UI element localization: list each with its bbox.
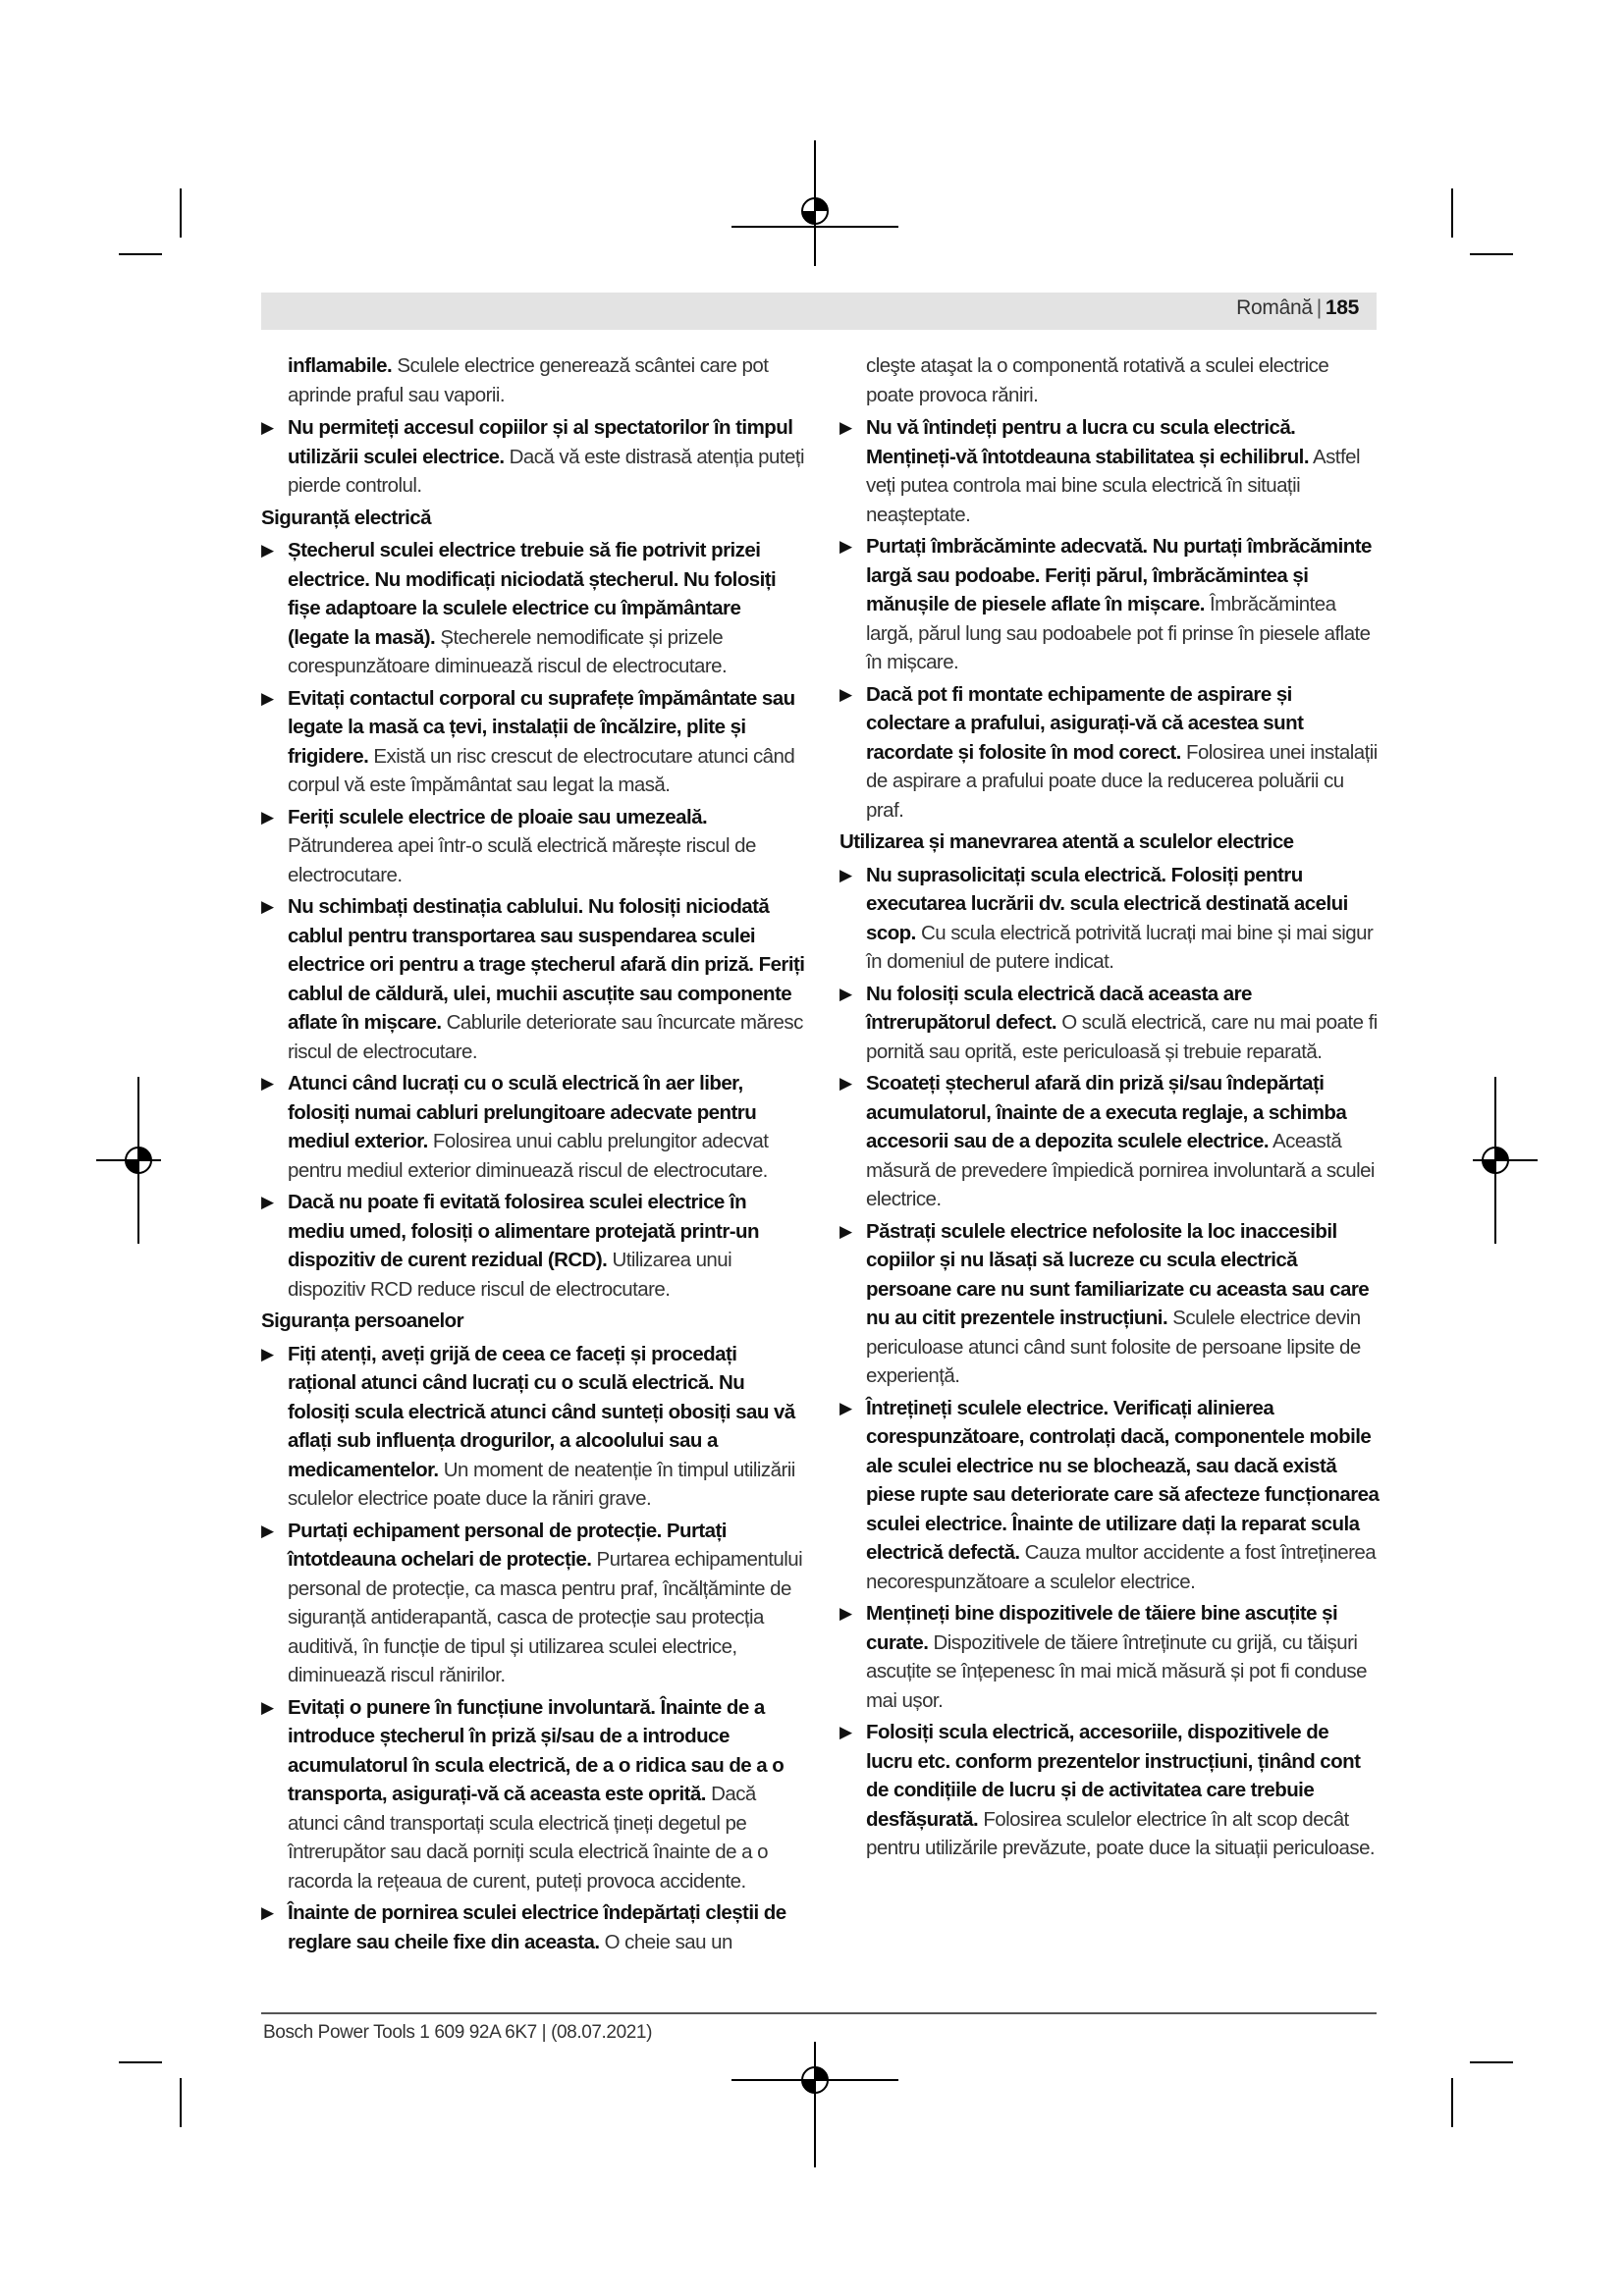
crop-mark <box>1451 2078 1453 2127</box>
bullet-arrow-icon: ▶ <box>839 1398 852 1417</box>
list-item: ▶ Purtați echipament personal de protecție. Purtați întotdeauna ochelari de protecție. Purtarea echipamentului personal de protecție, ca masca pentru praf, încălțăminte de siguranță antiderapantă, casca de protecție sau protecția auditivă, în funcție de tipul și utilizarea sculei electrice, diminuează riscul rănirilor. <box>261 1517 806 1690</box>
right-column <box>839 351 1380 1866</box>
bullet-arrow-icon: ▶ <box>839 984 852 1003</box>
bullet-arrow-icon: ▶ <box>839 1723 852 1741</box>
bullet-arrow-icon: ▶ <box>261 541 274 560</box>
list-item: ▶ Păstrați sculele electrice nefolosite la loc inaccesibil copiilor și nu lăsați să lucreze cu scula electrică persoane care nu sunt familiarizate cu aceasta sau care nu au citit prezentele instrucțiuni. Sculele electrice devin periculoase atunci când sunt folosite de persoane lipsite de experiență. <box>839 1217 1380 1391</box>
list-item: ▶ Evitați contactul corporal cu suprafețe împământate sau legate la masă ca țevi, instalații de încălzire, plite și frigidere. Există un risc crescut de electrocutare atunci când corpul vă este împământat sau legat la masă. <box>261 684 806 800</box>
list-item: ▶ Ștecherul sculei electrice trebuie să fie potrivit prizei electrice. Nu modificați niciodată ștecherul. Nu folosiți fișe adaptoare la sculele electrice cu împământare (legate la masă). Ștecherele nemodificate și prizele corespunzătoare diminuează riscul de electrocutare. <box>261 536 806 681</box>
registration-target-icon <box>799 2064 831 2096</box>
registration-target-icon <box>123 1145 154 1176</box>
bullet-arrow-icon: ▶ <box>261 1193 274 1211</box>
list-item: ▶ Scoateți ștecherul afară din priză și/sau îndepărtați acumulatorul, înainte de a executa reglaje, a schimba accesorii sau de a depozita sculele electrice. Această măsură de prevedere împiedică pornirea involuntară a sculei electrice. <box>839 1069 1380 1214</box>
section-heading: Utilizarea și manevrarea atentă a sculelor electrice <box>839 830 1294 853</box>
list-item: ▶ Feriți sculele electrice de ploaie sau umezeală. Pătrunderea apei într-o sculă electrică mărește riscul de electrocutare. <box>261 803 806 890</box>
bullet-arrow-icon: ▶ <box>261 807 274 827</box>
bullet-arrow-icon: ▶ <box>261 1074 274 1093</box>
bullet-arrow-icon: ▶ <box>261 418 274 437</box>
crop-mark <box>180 188 182 238</box>
bullet-arrow-icon: ▶ <box>261 1344 274 1363</box>
list-item: ▶ Mențineți bine dispozitivele de tăiere bine ascuțite și curate. Dispozitivele de tăiere întreținute cu grijă, cu tăișuri ascuțite se înțepenesc în mai mică măsură și pot fi conduse mai ușor. <box>839 1599 1380 1715</box>
registration-target-icon <box>1480 1145 1511 1176</box>
bullet-arrow-icon: ▶ <box>839 1221 852 1241</box>
bullet-arrow-icon: ▶ <box>261 1697 274 1717</box>
left-column <box>261 351 806 1959</box>
bullet-arrow-icon: ▶ <box>839 1074 852 1093</box>
crop-mark <box>119 253 162 255</box>
paragraph: inflamabile. Sculele electrice generează scântei care pot aprinde praful sau vaporii. <box>288 354 769 406</box>
list-item: ▶ Dacă nu poate fi evitată folosirea sculei electrice în mediu umed, folosiți o alimentare protejată printr-un dispozitiv de curent rezidual (RCD). Utilizarea unui dispozitiv RCD reduce riscul de electrocutare. <box>261 1188 806 1304</box>
header-text: Română | 185 <box>1236 296 1359 319</box>
registration-line <box>814 2042 816 2167</box>
bullet-arrow-icon: ▶ <box>839 684 852 704</box>
list-item: ▶ Folosiți scula electrică, accesoriile, dispozitivele de lucru etc. conform prezentelor instrucțiuni, ținând cont de condițiile de lucru și de activitatea care trebuie desfășurată. Folosirea sculelor electrice în alt scop decât pentru utilizările prevăzute, poate duce la situații periculoase. <box>839 1718 1380 1863</box>
footer-text: Bosch Power Tools 1 609 92A 6K7 | (08.07.2021) <box>263 2022 653 2043</box>
footer-rule <box>261 2012 1377 2014</box>
bullet-arrow-icon: ▶ <box>839 1604 852 1623</box>
section-heading: Siguranța persoanelor <box>261 1309 464 1332</box>
list-item: ▶ Nu folosiți scula electrică dacă aceasta are întrerupătorul defect. O sculă electrică, care nu mai poate fi pornită sau oprită, este periculoasă și trebuie reparată. <box>839 980 1380 1067</box>
list-item: ▶ Nu schimbați destinația cablului. Nu folosiți niciodată cablul pentru transportarea sau suspendarea sculei electrice ori pentru a trage ștecherul afară din priză. Feriți cablul de căldură, ulei, muchii ascuțite sau componente aflate în mișcare. Cablurile deteriorate sau încurcate măresc riscul de electrocutare. <box>261 892 806 1066</box>
list-item: ▶ Evitați o punere în funcțiune involuntară. Înainte de a introduce ștecherul în priză și/sau de a introduce acumulatorul în scula electrică, de a o ridica sau de a o transporta, asigurați-vă că aceasta este oprită. Dacă atunci când transportați scula electrică țineți degetul pe întrerupător sau dacă porniți scula electrică înainte de a o racorda la rețeaua de curent, puteți provoca accidente. <box>261 1693 806 1896</box>
list-item: ▶ Atunci când lucrați cu o sculă electrică în aer liber, folosiți numai cabluri prelungitoare adecvate pentru mediul exterior. Folosirea unui cablu prelungitor adecvat pentru mediul exterior diminuează riscul de electrocutare. <box>261 1069 806 1185</box>
list-item: ▶ Nu vă întindeți pentru a lucra cu scula electrică. Mențineți-vă întotdeauna stabilitatea și echilibrul. Astfel veți putea controla mai bine scula electrică în situații neașteptate. <box>839 413 1380 529</box>
section-heading: Siguranță electrică <box>261 506 431 529</box>
bullet-arrow-icon: ▶ <box>839 418 852 437</box>
list-item: ▶ Întrețineți sculele electrice. Verificați alinierea corespunzătoare, controlați dacă, componentele mobile ale sculei electrice nu se blochează, sau dacă există piese rupte sau deteriorate care să afecteze funcționarea sculei electrice. Înainte de utilizare dați la reparat scula electrică defectă. Cauza multor accidente a fost întreținerea necorespunzătoare a sculelor electrice. <box>839 1394 1380 1597</box>
bullet-arrow-icon: ▶ <box>261 897 274 916</box>
list-item: ▶ Înainte de pornirea sculei electrice îndepărtați cleștii de reglare sau cheile fixe din aceasta. O cheie sau un <box>261 1898 806 1956</box>
page-header <box>261 293 1377 330</box>
list-item: ▶ Dacă pot fi montate echipamente de aspirare și colectare a prafului, asigurați-vă că acestea sunt racordate și folosite în mod corect. Folosirea unei instalații de aspirare a prafului poate duce la reducerea poluării cu praf. <box>839 680 1380 826</box>
bullet-arrow-icon: ▶ <box>839 537 852 556</box>
bullet-arrow-icon: ▶ <box>261 1903 274 1922</box>
crop-mark <box>119 2061 162 2063</box>
crop-mark <box>1470 253 1513 255</box>
bullet-arrow-icon: ▶ <box>261 1521 274 1540</box>
crop-mark <box>1451 188 1453 238</box>
list-item: ▶ Fiți atenți, aveți grijă de ceea ce faceți și procedați rațional atunci când lucrați cu o sculă electrică. Nu folosiți scula electrică atunci când sunteți obosiți sau vă aflați sub influența drogurilor, a alcoolului sau a medicamentelor. Un moment de neatenție în timpul utilizării sculelor electrice poate duce la răniri grave. <box>261 1340 806 1514</box>
list-item: ▶ Nu permiteți accesul copiilor și al spectatorilor în timpul utilizării sculei electrice. Dacă vă este distrasă atenția puteți pierde controlul. <box>261 413 806 501</box>
page-number: 185 <box>1325 296 1359 319</box>
crop-mark <box>1470 2061 1513 2063</box>
registration-target-icon <box>799 195 831 227</box>
header-language: Română <box>1236 296 1313 319</box>
paragraph: cleşte ataşat la o componentă rotativă a sculei electrice poate provoca răniri. <box>866 354 1329 406</box>
list-item: ▶ Nu suprasolicitați scula electrică. Folosiți pentru executarea lucrării dv. scula electrică destinată acelui scop. Cu scula electrică potrivită lucrați mai bine și mai sigur în domeniul de putere indicat. <box>839 861 1380 977</box>
bullet-arrow-icon: ▶ <box>261 688 274 708</box>
bullet-arrow-icon: ▶ <box>839 865 852 884</box>
list-item: ▶ Purtați îmbrăcăminte adecvată. Nu purtați îmbrăcăminte largă sau podoabe. Feriți părul, îmbrăcămintea și mănușile de piesele aflate în mișcare. Îmbrăcămintea largă, părul lung sau podoabele pot fi prinse în piesele aflate în mișcare. <box>839 532 1380 677</box>
crop-mark <box>180 2078 182 2127</box>
